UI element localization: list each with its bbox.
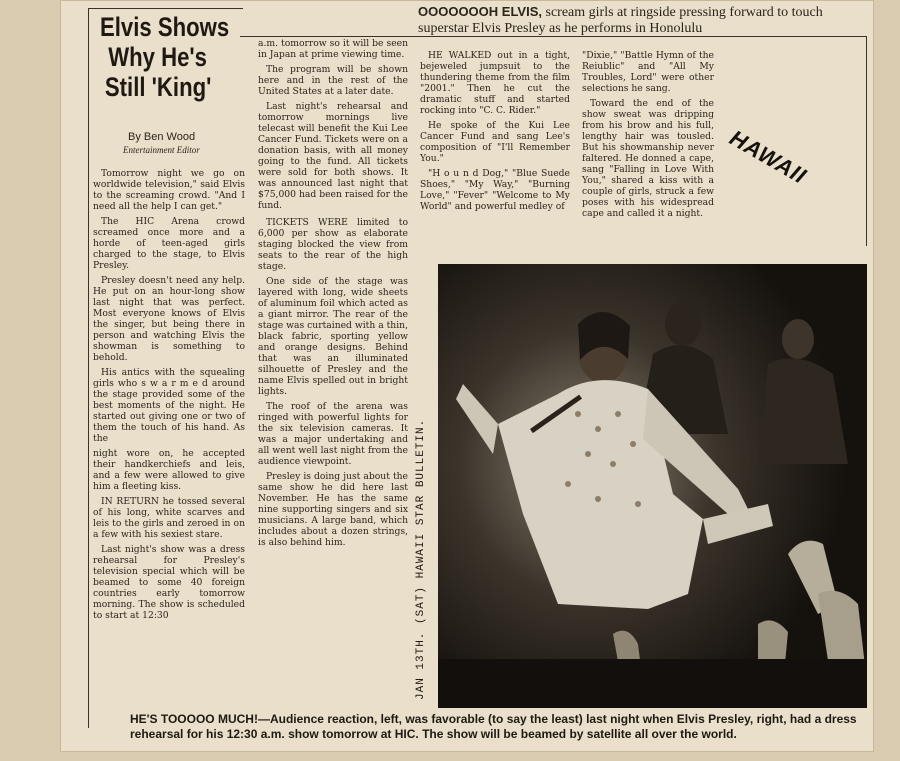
top-caption-text: scream girls at ringside pressing forward to touch superstar Elvis Presley as he performs in Honolulu xyxy=(418,5,823,36)
headline-line-2: Why He's xyxy=(108,42,207,72)
paragraph: The roof of the arena was ringed with powerful lights for the six television cameras. It was a major undertaking and all went well last night from the audience viewpoint. xyxy=(258,401,408,467)
paragraph: Last night's rehearsal and tomorrow mornings live telecast will benefit the Kui Lee Cancer Fund. Tickets were on a donation basis, with all money going to the fund. All tickets were sold for both shows. It was announced last night that $75,000 had been raised for the fund. xyxy=(258,101,408,211)
article-column-4 xyxy=(582,50,714,223)
headline-line-3: Still 'King' xyxy=(104,72,212,102)
headline xyxy=(100,12,230,102)
paragraph: IN RETURN he tossed several of his long, white scarves and leis to the girls and zeroed in on a few with his sexiest stare. xyxy=(93,496,245,540)
clipping-border-left xyxy=(88,8,89,728)
paragraph: His antics with the squealing girls who s w a r m e d around the stage provided some of the best moments of the night. He started out giving one or two of them the touch of his hand. As the xyxy=(93,367,245,444)
headline-line-1: Elvis Shows xyxy=(100,12,230,42)
paragraph: The program will be shown here and in the rest of the United States at a later date. xyxy=(258,64,408,97)
paragraph: TICKETS WERE limited to 6,000 per show as elaborate staging blocked the view from seats to the rear of the high stage. xyxy=(258,217,408,272)
paragraph: Presley doesn't need any help. He put on an hour-long show last night that was perfect. Most everyone knows of Elvis the singer, but being there in person and watching Elvis the showman is something to behold. xyxy=(93,275,245,363)
paragraph: Presley is doing just about the same show he did here last November. He has the same nine supporting singers and six musicians. A large band, which includes about a dozen strings, is also behind him. xyxy=(258,471,408,548)
concert-photo xyxy=(438,264,867,708)
paragraph: night wore on, he accepted their handkerchiefs and leis, and a few were allowed to give him a fleeting kiss. xyxy=(93,448,245,492)
paragraph: HE WALKED out in a tight, bejeweled jumpsuit to the thundering theme from the film "2001." Then he cut the dramatic stuff and started rocking into "C. C. Rider." xyxy=(420,50,570,116)
paragraph: The HIC Arena crowd screamed once more and a horde of teen-aged girls charged to the stage, to Elvis Presley. xyxy=(93,216,245,271)
elvis-performing-image xyxy=(438,264,867,708)
caption-lead: HE'S TOOOOO MUCH! xyxy=(130,712,258,726)
paragraph: "Dixie," "Battle Hymn of the Reiublic" and "All My Troubles, Lord" were other selections he sang. xyxy=(582,50,714,94)
paragraph: "H o u n d Dog," "Blue Suede Shoes," "My Way," "Burning Love," "Fever" "Welcome to My World" and powerful medley of xyxy=(420,168,570,212)
paragraph: One side of the stage was layered with long, wide sheets of aluminum foil which acted as a giant mirror. The rear of the stage was curtained with a thin, black fabric, sporting yellow and orange designs. Behind that was an illuminated silhouette of Presley and the name Elvis spelled out in bright lights. xyxy=(258,276,408,397)
article-column-1 xyxy=(93,168,245,625)
top-photo-caption xyxy=(418,4,858,37)
paragraph: Toward the end of the show sweat was dripping from his brow and his full, lengthy hair was tousled. But his showmanship never faltered. He donned a cape, sang "Falling in Love With You," shared a kiss with a couple of girls, struck a few poses with his widespread cape and called it a night. xyxy=(582,98,714,219)
paragraph: a.m. tomorrow so it will be seen in Japan at prime viewing time. xyxy=(258,38,408,60)
article-column-2 xyxy=(258,38,408,552)
byline-name: By Ben Wood xyxy=(128,131,196,143)
photo-caption xyxy=(130,712,870,742)
source-date-credit: JAN 13TH. (SAT) HAWAII STAR BULLETIN. xyxy=(415,418,427,700)
paragraph: He spoke of the Kui Lee Cancer Fund and sang Lee's composition of "I'll Remember You." xyxy=(420,120,570,164)
byline-title: Entertainment Editor xyxy=(123,145,200,155)
clipping-border-right xyxy=(866,36,867,246)
handwritten-hawaii-tag: HAWAII xyxy=(725,125,811,189)
top-caption-lead: OOOOOOOH ELVIS, xyxy=(418,4,542,19)
caption-text: —Audience reaction, left, was favorable (to say the least) last night when Elvis Presley, right, had a dress rehearsal for his 12:30 a.m. show tomorrow at HIC. The show will be beamed by satellite all over the world. xyxy=(130,712,857,741)
paragraph: Tomorrow night we go on worldwide television," said Elvis to the screaming crowd. "And I need all the help I can get." xyxy=(93,168,245,212)
article-column-3 xyxy=(420,50,570,216)
paragraph: Last night's show was a dress rehearsal for Presley's television special which will be beamed to some 40 foreign countries early tomorrow morning. The show is scheduled to start at 12:30 xyxy=(93,544,245,621)
